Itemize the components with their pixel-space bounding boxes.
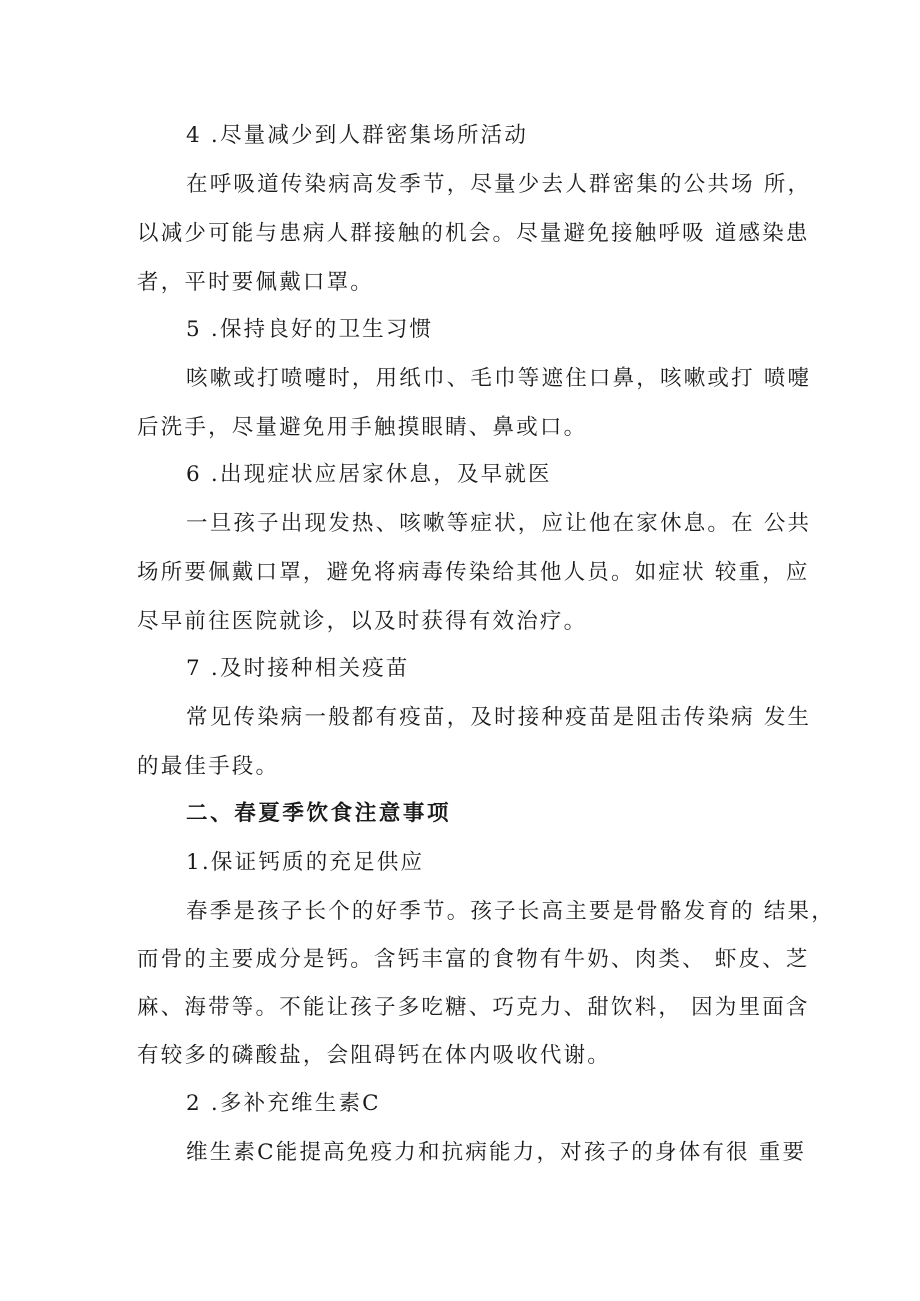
section-heading-6: 6 .出现症状应居家休息，及早就医: [186, 462, 552, 487]
paragraph-line: 尽早前往医院就诊，以及时获得有效治疗。: [137, 609, 588, 634]
paragraph-line: 以减少可能与患病人群接触的机会。尽量避免接触呼吸 道感染患: [137, 221, 810, 246]
paragraph-line: 在呼吸道传染病高发季节，尽量少去人群密集的公共场 所，: [186, 172, 812, 197]
paragraph-line: 而骨的主要成分是钙。含钙丰富的食物有牛奶、肉类、 虾皮、芝: [137, 947, 810, 972]
section-heading-2: 2 .多补充维生素C: [186, 1091, 381, 1116]
paragraph-line: 咳嗽或打喷嚏时，用纸巾、毛巾等遮住口鼻，咳嗽或打 喷嚏: [186, 366, 812, 391]
section-heading-1: 1.保证钙质的充足供应: [186, 850, 425, 875]
paragraph-line: 麻、海带等。不能让孩子多吃糖、巧克力、甜饮料， 因为里面含: [137, 995, 810, 1020]
paragraph-line: 后洗手，尽量避免用手触摸眼睛、鼻或口。: [137, 415, 588, 440]
paragraph-line: 场所要佩戴口罩，避免将病毒传染给其他人员。如症状 较重，应: [137, 560, 810, 585]
paragraph-line: 的最佳手段。: [137, 754, 280, 779]
chapter-heading: 二、春夏季饮食注意事项: [186, 801, 452, 826]
paragraph-line: 一旦孩子出现发热、咳嗽等症状，应让他在家休息。在 公共: [186, 511, 812, 536]
paragraph-line: 春季是孩子长个的好季节。孩子长高主要是骨骼发育的 结果，: [186, 899, 835, 924]
paragraph-line: 有较多的磷酸盐，会阻碍钙在体内吸收代谢。: [137, 1043, 612, 1068]
section-heading-4: 4 .尽量减少到人群密集场所活动: [186, 123, 529, 148]
paragraph-line: 常见传染病一般都有疫苗，及时接种疫苗是阻击传染病 发生: [186, 705, 812, 730]
section-heading-7: 7 .及时接种相关疫苗: [186, 656, 410, 681]
section-heading-5: 5 .保持良好的卫生习惯: [186, 317, 434, 342]
paragraph-line: 维生素C能提高免疫力和抗病能力，对孩子的身体有很 重要: [186, 1140, 807, 1165]
paragraph-line: 者，平时要佩戴口罩。: [137, 270, 375, 295]
